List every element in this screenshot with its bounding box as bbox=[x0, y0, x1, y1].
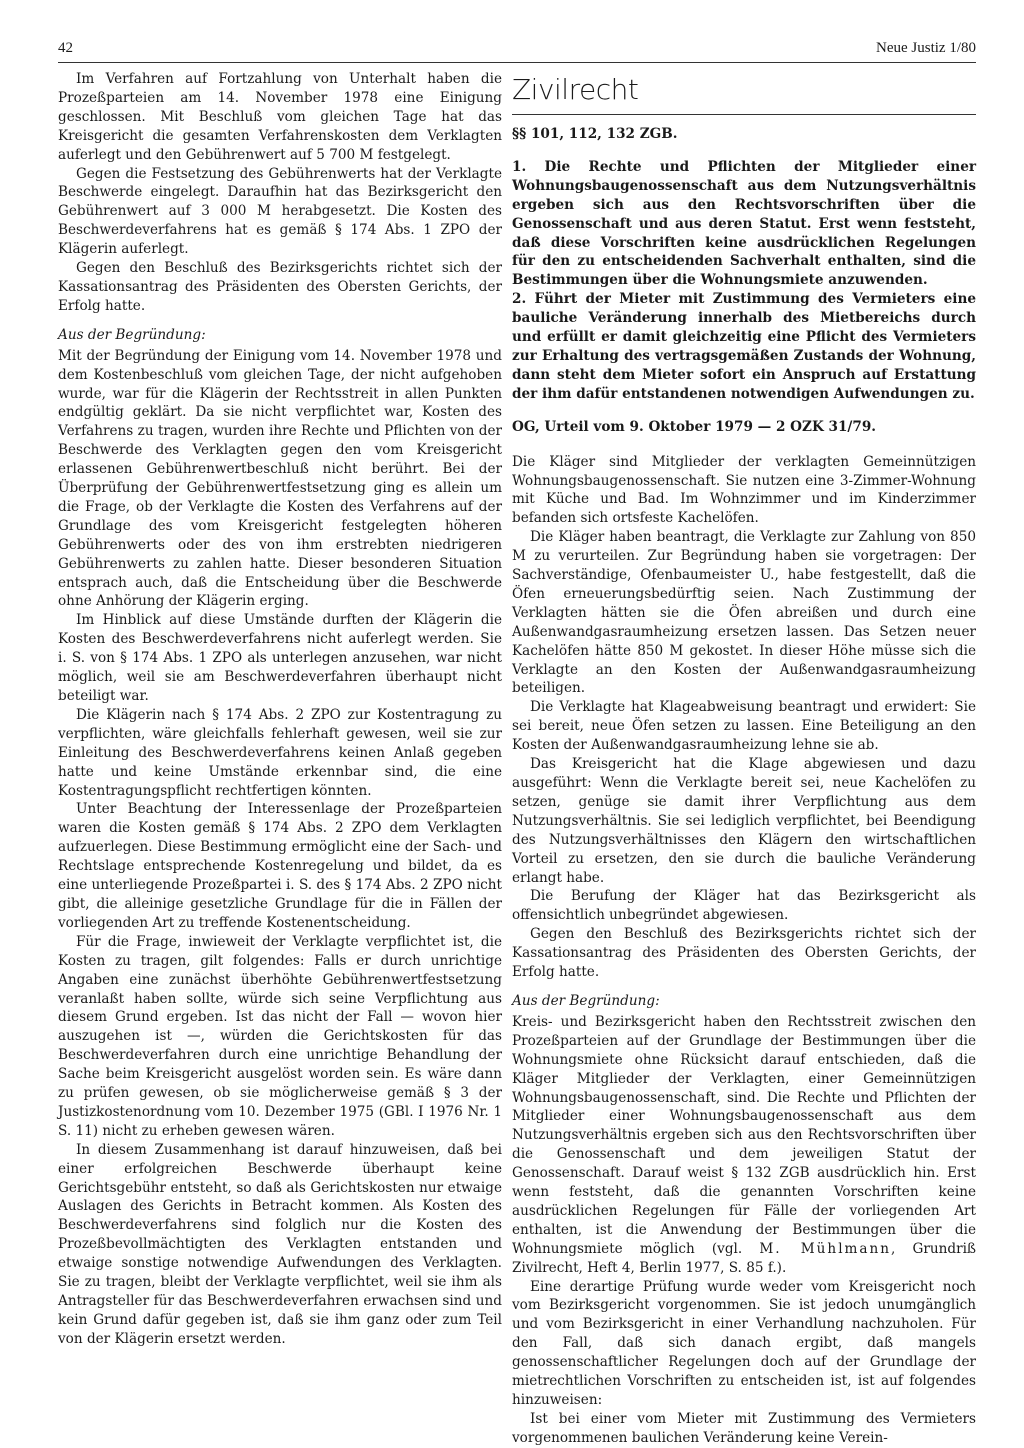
law-reference: §§ 101, 112, 132 ZGB. bbox=[512, 126, 678, 142]
paragraph: Unter Beachtung der Interessenlage der Prozeßparteien waren die Kosten gemäß § 174 Abs. 2 ZPO dem Verklagten aufzuerlegen. Diese Bestimmung ermöglicht eine der Sach- und Rechtslage entsprechende Kostenregelung und bildet, da es eine unterliegende Prozeßpartei i. S. des § 174 Abs. 2 ZPO nicht gibt, die alleinige gesetzliche Grundlage für die in Fällen der vorliegenden Art zu treffende Kostenentscheidung. bbox=[58, 801, 502, 931]
paragraph: Gegen den Beschluß des Bezirksgerichts richtet sich der Kassationsantrag des Präsidenten des Obersten Gerichts, der Erfolg hatte. bbox=[512, 926, 976, 981]
author-name: M. Mühlmann bbox=[759, 1240, 892, 1257]
header-rule bbox=[58, 62, 976, 63]
paragraph: Mit der Begründung der Einigung vom 14. November 1978 und dem Kostenbeschluß vom gleichen Tage, der nicht aufgehoben wurde, war für die Klägerin der Rechtsstreit in allen Punkten endgültig geklärt. Da sie nicht verpflichtet war, Kosten des Verfahrens zu tragen, wurden ihre Rechte und Pflichten von der Beschwerde des Verklagten gegen den vom Kreisgericht erlassenen Gebührenwertbeschluß nicht berührt. Bei der Überprüfung der Gebührenwertfestsetzung ging es allein um die Frage, ob der Verklagte die Kosten des Verfahrens auf der Grundlage des vom Kreisgericht festgelegten höheren Gebührenwerts oder des von ihm erstrebten niedrigeren Gebührenwerts zu zahlen hatte. Dieser besonderen Situation entsprach auch, daß die Entscheidung über die Beschwerde ohne Anhörung der Klägerin erging. bbox=[58, 347, 502, 610]
paragraph: Das Kreisgericht hat die Klage abgewiesen und dazu ausgeführt: Wenn die Verklagte bereit sei, neue Kachelöfen zu setzen, genüge sie damit ihrer Verpflichtung aus dem Nutzungsverhältnis. Sie sei lediglich verpflichtet, bei Beendigung des Nutzungsverhältnisses den Klägern den wirtschaftlichen Vorteil zu ersetzen, den sie durch die bauliche Veränderung erlangt habe. bbox=[512, 756, 976, 886]
paragraph: Im Verfahren auf Fortzahlung von Unterhalt haben die Prozeßparteien am 14. November 1978 eine Einigung geschlossen. Mit Beschluß vom gleichen Tage hat das Kreisgericht die gesamten Verfahrenskosten dem Verklagten auferlegt und den Gebührenwert auf 5 700 M festgelegt. bbox=[58, 71, 502, 163]
court-reference: OG, Urteil vom 9. Oktober 1979 — 2 OZK 31/79. bbox=[512, 418, 877, 435]
paragraph: In diesem Zusammenhang ist darauf hinzuweisen, daß bei einer erfolgreichen Beschwerde überhaupt keine Gerichtsgebühr entsteht, so daß als Gerichtskosten nur etwaige Auslagen des Gerichts in Betracht kommen. Als Kosten des Beschwerdeverfahrens sind folglich nur die Kosten des Prozeßbevollmächtigten des Verklagten entstanden und etwaige sonstige notwendige Aufwendungen des Verklagten. Sie zu tragen, bleibt der Verklagte verpflichtet, weil sie ihm als Antragsteller für das Beschwerdeverfahren erwachsen sind und kein Grund dafür gegeben ist, daß sie ihm ganz oder zum Teil von der Klägerin ersetzt werden. bbox=[58, 1141, 502, 1347]
paragraph: Ist bei einer vom Mieter mit Zustimmung des Vermieters vorgenommenen baulichen Veränderung keine Verein- bbox=[512, 1410, 976, 1446]
paragraph-text: , Grundriß Zivilrecht, Heft 4, Berlin 1977, S. 85 f.). bbox=[512, 1240, 977, 1276]
paragraph bbox=[512, 1013, 976, 1278]
paragraph: Die Kläger sind Mitglieder der verklagten Gemeinnützigen Wohnungsbaugenossenschaft. Sie nutzen eine 3-Zimmer-Wohnung mit Küche und Bad. Im Wohnzimmer und im Kinderzimmer befanden sich ortsfeste Kachelöfen. bbox=[512, 453, 976, 527]
paragraph: Im Hinblick auf diese Umstände durften der Klägerin die Kosten des Beschwerdeverfahrens nicht auferlegt werden. Sie i. S. von § 174 Abs. 1 ZPO als unterlegen anzusehen, war nicht möglich, weil sie am Beschwerdeverfahren überhaupt nicht beteiligt war. bbox=[58, 612, 502, 704]
headnote-2: 2. Führt der Mieter mit Zustimmung des Vermieters eine bauliche Veränderung innerhalb des Mietbereichs durch und erfüllt er damit gleichzeitig eine Pflicht des Vermieters zur Erhaltung des vertragsgemäßen Zustands der Wohnung, dann steht dem Mieter sofort ein Anspruch auf Erstattung der ihm dafür entstandenen notwendigen Aufwendungen zu. bbox=[512, 291, 976, 402]
subheading: Aus der Begründung: bbox=[512, 992, 660, 1009]
paragraph: Für die Frage, inwieweit der Verklagte verpflichtet ist, die Kosten zu tragen, gilt folgendes: Falls er durch unrichtige Angaben eine zunächst überhöhte Gebührenwertfestsetzung veranlaßt haben sollte, würde sich seine Verpflichtung aus diesem Grund ergeben. Ist das nicht der Fall — wovon hier auszugehen ist —, würden die Gerichtskosten für das Beschwerdeverfahren durch eine unrichtige Behandlung der Sache beim Kreisgericht ausgelöst worden sein. Es wäre dann zu prüfen gewesen, ob sie möglicherweise gemäß § 3 der Justizkostenordnung vom 10. Dezember 1975 (GBl. I 1976 Nr. 1 S. 11) nicht zu erheben gewesen wären. bbox=[58, 933, 502, 1139]
journal-title: Neue Justiz 1/80 bbox=[876, 40, 976, 56]
headnote-1: 1. Die Rechte und Pflichten der Mitglieder einer Wohnungsbaugenossenschaft aus dem Nutzungsverhältnis ergeben sich aus den Rechtsvorschriften über die Genossenschaft und aus deren Statut. Erst wenn feststeht, daß diese Vorschriften keine ausdrücklichen Regelungen für den zu entscheidenden Sachverhalt enthalten, sind die Bestimmungen über die Wohnungsmiete anzuwenden. bbox=[512, 158, 976, 289]
paragraph: Die Kläger haben beantragt, die Verklagte zur Zahlung von 850 M zu verurteilen. Zur Begründung haben sie vorgetragen: Der Sachverständige, Ofenbaumeister U., habe festgestellt, daß die Öfen erneuerungsbedürftig seien. Nach Zustimmung der Verklagten hätten sie die Öfen abreißen und durch eine Außenwandgasraumheizung ersetzen lassen. Das Setzen neuer Kachelöfen hätte 850 M gekostet. In dieser Höhe müsse sich die Verklagte an den Kosten der Außenwandgasraumheizung beteiligen. bbox=[512, 529, 976, 697]
paragraph: Gegen die Festsetzung des Gebührenwerts hat der Verklagte Beschwerde eingelegt. Daraufhin hat das Bezirksgericht den Gebührenwert auf 3 000 M herabgesetzt. Die Kosten des Beschwerdeverfahrens hat es gemäß § 174 Abs. 1 ZPO der Klägerin auferlegt. bbox=[58, 165, 502, 258]
paragraph: Die Verklagte hat Klageabweisung beantragt und erwidert: Sie sei bereit, neue Öfen setzen zu lassen. Eine Beteiligung an den Kosten der Außenwandgasraumheizung lehne sie ab. bbox=[512, 699, 976, 754]
section-title: Zivilrecht bbox=[512, 73, 639, 106]
paragraph-text: Kreis- und Bezirksgericht haben den Rechtsstreit zwischen den Prozeßparteien auf der Grundlage der Bestimmungen über die Wohnungsmiete ohne Rücksicht darauf entschieden, daß die Kläger Mitglieder der Verklagten, einer Gemeinnützigen Wohnungsbaugenossenschaft, sind. Die Rechte und Pflichten der Mitglieder einer Wohnungsbaugenossenschaft aus dem Nutzungsverhältnis ergeben sich aus den Rechtsvorschriften über die Genossenschaft und dem jeweiligen Statut der Genossenschaft. Darauf weist § 132 ZGB ausdrücklich hin. Erst wenn feststeht, daß die genannten Vorschriften keine ausdrücklichen Regelungen für Fälle der vorliegenden Art enthalten, ist die Anwendung der Bestimmungen über die Wohnungsmiete möglich (vgl. bbox=[512, 1013, 976, 1257]
page-number: 42 bbox=[58, 40, 73, 56]
section-rule bbox=[512, 114, 976, 115]
paragraph: Gegen den Beschluß des Bezirksgerichts richtet sich der Kassationsantrag des Präsidenten des Obersten Gerichts, der Erfolg hatte. bbox=[58, 260, 502, 314]
paragraph: Die Klägerin nach § 174 Abs. 2 ZPO zur Kostentragung zu verpflichten, wäre gleichfalls fehlerhaft gewesen, weil sie zur Einleitung des Beschwerdeverfahrens keinen Anlaß gegeben hatte und keine Umstände erkennbar sind, die eine Kostentragungspflicht rechtfertigen könnten. bbox=[58, 706, 502, 799]
paragraph: Die Berufung der Kläger hat das Bezirksgericht als offensichtlich unbegründet abgewiesen. bbox=[512, 888, 976, 924]
left-column bbox=[58, 70, 502, 1349]
subheading: Aus der Begründung: bbox=[58, 326, 206, 343]
right-column bbox=[512, 70, 976, 1448]
paragraph: Eine derartige Prüfung wurde weder vom Kreisgericht noch vom Bezirksgericht vorgenommen. Sie ist jedoch unumgänglich und vom Bezirksgericht in einer Verhandlung nachzuholen. Für den Fall, daß sich danach ergibt, daß mangels genossenschaftlicher Regelungen doch auf der Grundlage der mietrechtlichen Vorschriften zu entscheiden ist, ist auf folgendes hinzuweisen: bbox=[512, 1278, 976, 1408]
